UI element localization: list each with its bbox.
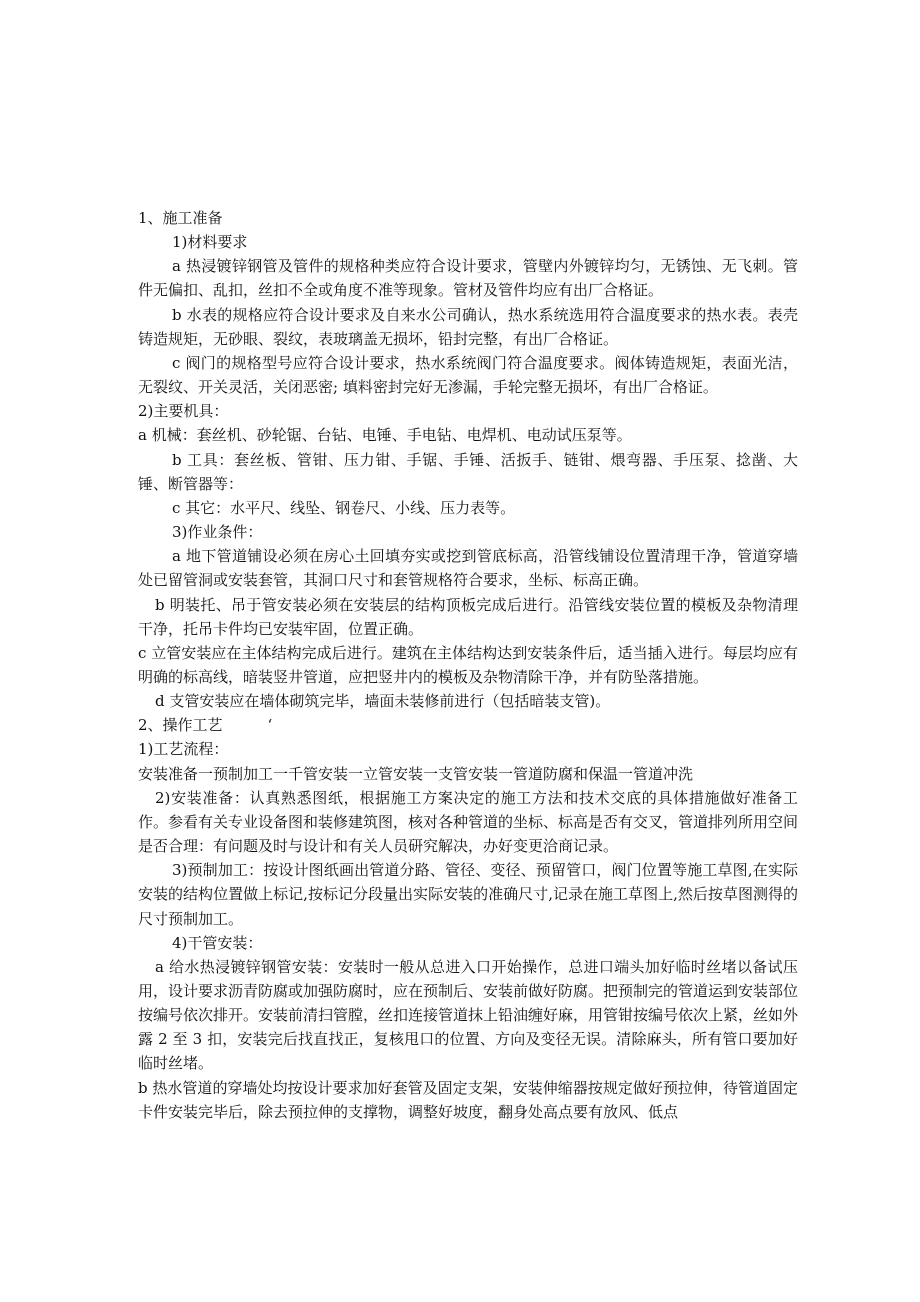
paragraph-riser-pipes: c 立管安装应在主体结构完成后进行。建筑在主体结构达到安装条件后，适当插入进行。每层均应有明确的标高线，暗装竖井管道，应把竖井内的模板及杂物清除干净，并有防坠落措施。 <box>138 643 798 686</box>
paragraph-installation-prep: 2)安装准备：认真熟悉图纸，根据施工方案决定的施工方法和技术交底的具体措施做好准备工作。参看有关专业设备图和装修建筑图，核对各种管道的坐标、标高是否有交叉，管道排列所用空间是否合理：有问题及时与设计和有关人员研究解决，办好变更洽商记录。 <box>138 788 799 856</box>
paragraph-hot-water-pipes: b 热水管道的穿墙处均按设计要求加好套管及固定支架，安装伸缩器按规定做好预拉伸，待管道固定卡件安装完毕后，除去预拉伸的支撑物，调整好坡度，翻身处高点要有放风、低点 <box>138 1078 798 1121</box>
paragraph-valves: c 阀门的规格型号应符合设计要求，热水系统阀门符合温度要求。阀体铸造规矩，表面光洁，无裂纹、开关灵活，关闭恶密; 填料密封完好无渗漏，手轮完整无损坏，有出厂合格证。 <box>138 353 798 397</box>
subheading-work-conditions: 3)作业条件： <box>172 523 263 542</box>
paragraph-pipe-requirements: a 热浸镀锌钢管及管件的规格种类应符合设计要求，管壁内外镀锌均匀，无锈蚀、无飞刺。管件无偏扣、乱扣，丝扣不全或角度不准等现象。管材及管件均应有出厂合格证。 <box>138 257 798 300</box>
paragraph-machinery: a 机械：套丝机、砂轮锯、台钻、电锤、手电钻、电焊机、电动试压泵等。 <box>138 426 632 445</box>
paragraph-galvanized-install: a 给水热浸镀锌钢管安装：安装时一般从总进入口开始操作，总进口端头加好临时丝堵以备试压用，设计要求沥青防腐或加强防腐时，应在预制后、安装前做好防腐。把预制完的管道运到安装部位按编号依次排开。安装前清扫管膛，丝扣连接管道抹上铅油缠好麻，用管钳按编号依次上紧，丝如外露 2 至 3 扣，安装完后找直找正，复核甩口的位置、方向及变径无误。清除麻头，所有管口要加好临时丝堵。 <box>138 957 799 1073</box>
section-heading-preparation: 1、施工准备 <box>138 209 223 227</box>
paragraph-hand-tools: b 工具：套丝板、管钳、压力钳、手锯、手锤、活扳手、链钳、煨弯器、手压泵、捻凿、大锤、断管器等： <box>138 450 798 493</box>
paragraph-branch-pipes: d 支管安装应在墙体砌筑完毕，墙面未装修前进行（包括暗装支管)。 <box>155 692 611 711</box>
subheading-material-requirements: 1)材料要求 <box>172 233 248 252</box>
paragraph-process-steps: 安装准备一预制加工一千管安装一立管安装一支管安装一管道防腐和保温一管道冲洗 <box>138 764 694 783</box>
subheading-main-pipe-install: 4)干管安装： <box>172 933 263 952</box>
paragraph-exposed-pipes: b 明装托、吊于管安装必须在安装层的结构顶板完成后进行。沿管线安装位置的模板及杂物清理干净，托吊卡件均已安装牢固，位置正确。 <box>138 595 798 638</box>
section-heading-operation: 2、操作工艺 ‘ <box>138 716 273 735</box>
subheading-process-flow: 1)工艺流程： <box>138 740 229 759</box>
document-body <box>138 206 798 1124</box>
paragraph-water-meter: b 水表的规格应符合设计要求及自来水公司确认，热水系统选用符合温度要求的热水表。表壳铸造规矩，无砂眼、裂纹，表玻璃盖无损坏，铅封完整，有出厂合格证。 <box>138 305 798 348</box>
paragraph-underground-pipes: a 地下管道铺设必须在房心土回填夯实或挖到管底标高，沿管线铺设位置清理干净，管道穿墙处已留管洞或安装套管，其洞口尺寸和套管规格符合要求，坐标、标高正确。 <box>138 547 798 590</box>
paragraph-other-tools: c 其它：水平尺、线坠、钢卷尺、小线、压力表等。 <box>172 498 516 517</box>
paragraph-prefabrication: 3)预制加工：按设计图纸画出管道分路、管径、变径、预留管口，阀门位置等施工草图,在实际安装的结构位置做上标记,按标记分段量出实际安装的准确尺寸,记录在施工草图上,然后按草图测得的尺寸预制加工。 <box>138 861 798 928</box>
subheading-main-tools: 2)主要机具： <box>138 402 229 421</box>
